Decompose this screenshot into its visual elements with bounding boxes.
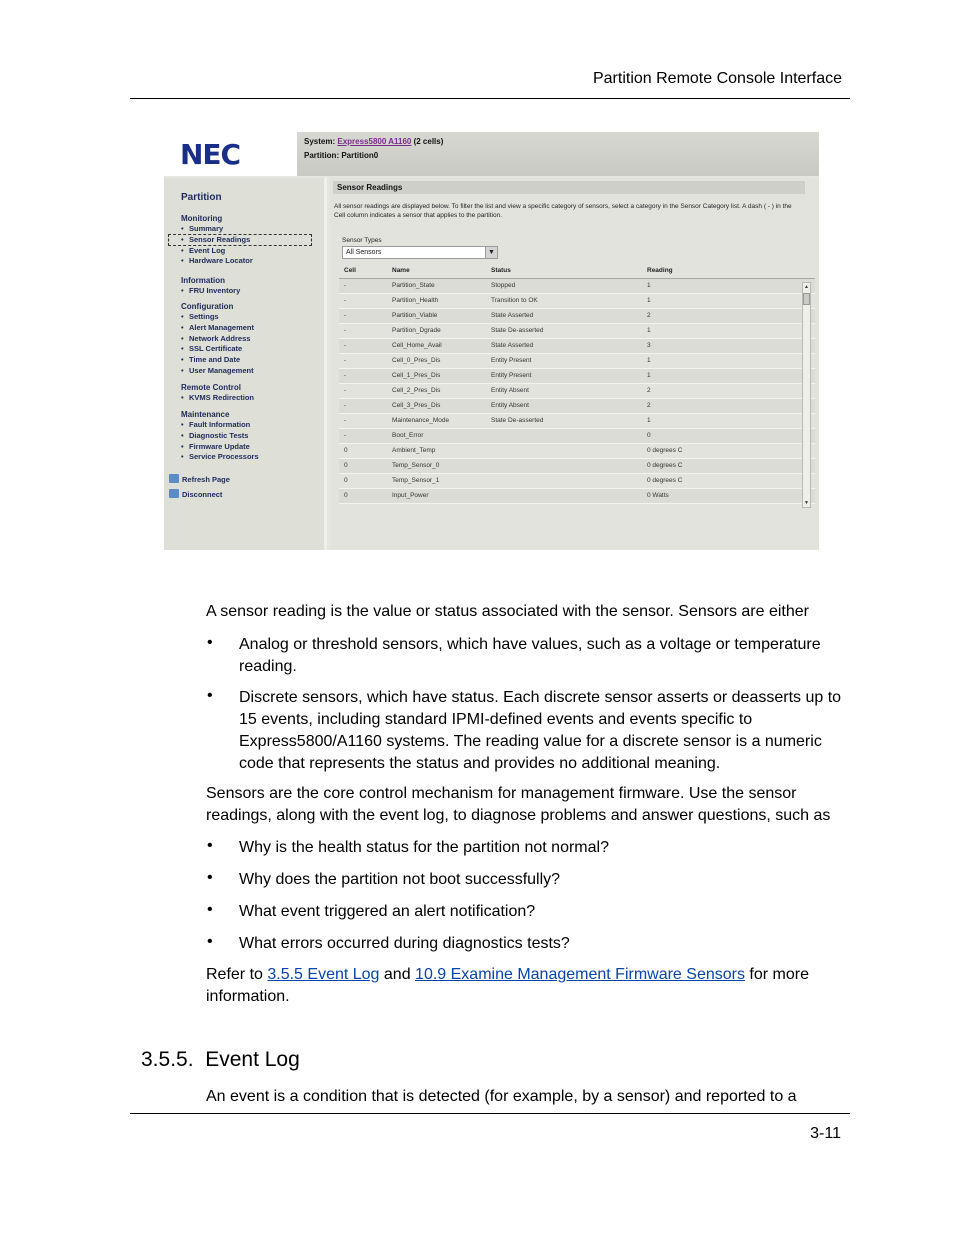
nav-item-label: Sensor Readings bbox=[189, 234, 251, 244]
refer-pre: Refer to bbox=[206, 966, 268, 983]
sensor-name: Input_Power bbox=[392, 492, 429, 499]
bullet-icon: • bbox=[181, 322, 184, 332]
nav-item-label: Fault Information bbox=[189, 420, 251, 429]
nav-item[interactable] bbox=[181, 452, 259, 462]
cell-value: - bbox=[344, 342, 347, 349]
table-row[interactable] bbox=[339, 339, 815, 354]
nav-item-label: Event Log bbox=[189, 245, 226, 255]
cell-value: - bbox=[344, 417, 347, 424]
cell-value: - bbox=[344, 357, 347, 364]
sensor-name: Temp_Sensor_0 bbox=[392, 462, 440, 469]
bullet-icon: • bbox=[181, 366, 184, 375]
question-2: Why does the partition not boot successfully? bbox=[239, 871, 561, 888]
question-1: Why is the health status for the partition not normal? bbox=[239, 839, 609, 856]
nav-item-label: Service Processors bbox=[189, 452, 259, 462]
bullet-icon: • bbox=[181, 234, 184, 244]
table-row[interactable] bbox=[339, 444, 815, 459]
nav-item[interactable] bbox=[181, 323, 254, 333]
nav-action-label: Disconnect bbox=[182, 490, 223, 499]
console-main bbox=[330, 178, 819, 550]
table-header bbox=[339, 267, 815, 279]
scroll-down-icon[interactable]: ▼ bbox=[804, 500, 809, 506]
table-row[interactable] bbox=[339, 369, 815, 384]
sensor-status: Entity Absent bbox=[491, 387, 529, 394]
sensor-types-label: Sensor Types bbox=[342, 237, 382, 244]
col-cell[interactable]: Cell bbox=[344, 267, 356, 274]
col-name[interactable]: Name bbox=[392, 267, 410, 274]
sensor-reading: 0 Watts bbox=[647, 492, 669, 499]
bullet-icon: • bbox=[207, 901, 213, 918]
sensor-status: Entity Absent bbox=[491, 402, 529, 409]
nav-item-label: Hardware Locator bbox=[189, 256, 253, 266]
page-number: 3-11 bbox=[810, 1125, 841, 1142]
disconnect-icon bbox=[169, 489, 179, 498]
sensor-types-select[interactable] bbox=[342, 246, 498, 259]
sensor-name: Partition_Health bbox=[392, 297, 439, 304]
nav-item[interactable] bbox=[181, 334, 250, 344]
sensor-reading: 0 degrees C bbox=[647, 447, 683, 454]
bullet-icon: • bbox=[207, 933, 213, 950]
cell-value: - bbox=[344, 432, 347, 439]
bullet-icon: • bbox=[181, 256, 184, 266]
sensor-reading: 0 degrees C bbox=[647, 477, 683, 484]
sensor-name: Boot_Error bbox=[392, 432, 424, 439]
cell-value: - bbox=[344, 282, 347, 289]
question-3: What event triggered an alert notification? bbox=[239, 903, 536, 920]
sensor-status: Entity Present bbox=[491, 357, 532, 364]
table-row[interactable] bbox=[339, 489, 815, 504]
bullet-icon: • bbox=[181, 355, 184, 365]
refer-paragraph bbox=[206, 964, 846, 1008]
sensor-status: State De-asserted bbox=[491, 417, 544, 424]
section-number: 3.5.5. bbox=[141, 1048, 194, 1071]
cell-value: 0 bbox=[344, 477, 348, 484]
table-row[interactable] bbox=[339, 324, 815, 339]
nav-group-label: Maintenance bbox=[181, 410, 230, 419]
table-row[interactable] bbox=[339, 474, 815, 489]
bullet-icon: • bbox=[181, 245, 184, 255]
nav-item-label: SSL Certificate bbox=[189, 344, 243, 354]
scroll-thumb[interactable] bbox=[803, 293, 810, 305]
paragraph-2: Sensors are the core control mechanism for management firmware. Use the sensor readings, along with the event log, to diagnose problems and answer questions, such as bbox=[206, 785, 831, 824]
cell-value: - bbox=[344, 387, 347, 394]
refer-post: for more information. bbox=[206, 966, 809, 1005]
cell-value: - bbox=[344, 372, 347, 379]
nav-title: Partition bbox=[181, 192, 222, 203]
nav-item[interactable] bbox=[181, 312, 219, 322]
sensor-name: Partition_Viable bbox=[392, 312, 438, 319]
partition-value: Partition0 bbox=[341, 151, 379, 160]
sensor-name: Temp_Sensor_1 bbox=[392, 477, 440, 484]
sensor-name: Maintenance_Mode bbox=[392, 417, 450, 424]
nav-item-label: User Management bbox=[189, 366, 254, 375]
sensor-reading: 1 bbox=[647, 357, 651, 364]
refer-mid: and bbox=[379, 966, 416, 983]
bullet-icon: • bbox=[181, 441, 184, 451]
nav-item[interactable] bbox=[181, 224, 223, 234]
nav-item[interactable] bbox=[181, 420, 250, 430]
sensor-status: State Asserted bbox=[491, 342, 534, 349]
system-suffix: (2 cells) bbox=[413, 137, 444, 146]
partition-line bbox=[304, 151, 378, 160]
nav-item-label: Summary bbox=[189, 224, 224, 233]
bullet-icon: • bbox=[181, 333, 184, 343]
sensor-reading: 1 bbox=[647, 297, 651, 304]
console-header bbox=[164, 132, 819, 176]
cell-value: - bbox=[344, 297, 347, 304]
nav-action-label: Refresh Page bbox=[182, 475, 230, 484]
sensor-status: Entity Present bbox=[491, 372, 532, 379]
bullet-icon: • bbox=[181, 286, 184, 295]
bullet-icon: • bbox=[207, 634, 213, 651]
nav-item-label: Time and Date bbox=[189, 355, 241, 365]
sensor-reading: 0 degrees C bbox=[647, 462, 683, 469]
table-row[interactable] bbox=[339, 429, 815, 444]
cell-value: 0 bbox=[344, 447, 348, 454]
panel-title: Sensor Readings bbox=[333, 181, 805, 194]
nav-item[interactable] bbox=[169, 235, 311, 245]
sensor-name: Cell_1_Pres_Dis bbox=[392, 372, 441, 379]
bullet-icon: • bbox=[181, 312, 184, 321]
sensor-reading: 3 bbox=[647, 342, 651, 349]
nav-group-label: Remote Control bbox=[181, 383, 241, 392]
sensor-name: Cell_0_Pres_Dis bbox=[392, 357, 441, 364]
nav-item[interactable] bbox=[181, 355, 240, 365]
console-sidebar bbox=[164, 178, 327, 550]
nav-item[interactable] bbox=[181, 442, 250, 452]
cell-value: 0 bbox=[344, 462, 348, 469]
nav-item[interactable] bbox=[181, 286, 240, 296]
nav-item-label: Network Address bbox=[189, 333, 251, 343]
sensor-status: State Asserted bbox=[491, 312, 534, 319]
scroll-up-icon[interactable]: ▲ bbox=[804, 284, 809, 290]
table-row[interactable] bbox=[339, 309, 815, 324]
bullet-icon: • bbox=[181, 393, 184, 402]
bullet-icon: • bbox=[207, 687, 213, 704]
sensor-name: Ambient_Temp bbox=[392, 447, 436, 454]
paragraph-1: A sensor reading is the value or status associated with the sensor. Sensors are either bbox=[206, 603, 809, 620]
header-rule bbox=[130, 98, 850, 99]
section-heading bbox=[141, 1048, 300, 1072]
nav-item[interactable] bbox=[181, 366, 254, 376]
cell-value: 0 bbox=[344, 492, 348, 499]
nav-item[interactable] bbox=[181, 246, 225, 256]
table-scrollbar[interactable] bbox=[802, 282, 811, 508]
sensor-name: Partition_State bbox=[392, 282, 435, 289]
section-title: Event Log bbox=[205, 1048, 300, 1071]
system-label: System: bbox=[304, 137, 336, 146]
nav-item[interactable] bbox=[181, 256, 253, 266]
sensor-reading: 1 bbox=[647, 327, 651, 334]
sensor-reading: 2 bbox=[647, 387, 651, 394]
sensor-reading: 1 bbox=[647, 282, 651, 289]
bullet-icon: • bbox=[207, 837, 213, 854]
nav-item[interactable] bbox=[181, 344, 242, 354]
nav-group-label: Monitoring bbox=[181, 214, 223, 223]
bullet-icon: • bbox=[181, 452, 184, 462]
sensor-name: Cell_3_Pres_Dis bbox=[392, 402, 441, 409]
sensor-status: Stopped bbox=[491, 282, 516, 289]
console-screenshot bbox=[164, 132, 819, 550]
bullet-icon: • bbox=[181, 344, 184, 354]
sensor-reading: 1 bbox=[647, 372, 651, 379]
refresh-page-link[interactable] bbox=[169, 474, 230, 484]
bullet-discrete: Discrete sensors, which have status. Each discrete sensor asserts or deasserts up to 15 events, including standard IPMI-defined events and events specific to Express5800/A1160 systems. The reading value for a discrete sensor is a numeric code that represents the status and provides no additional meaning. bbox=[239, 689, 842, 772]
sensor-name: Cell_2_Pres_Dis bbox=[392, 387, 441, 394]
nav-item-label: Settings bbox=[189, 312, 219, 321]
bullet-icon: • bbox=[181, 420, 184, 429]
sensor-reading: 1 bbox=[647, 417, 651, 424]
nec-logo: NEC bbox=[180, 138, 241, 171]
table-row[interactable] bbox=[339, 414, 815, 429]
panel-description: All sensor readings are displayed below. To filter the list and view a specific category of sensors, select a category in the Sensor Category list. A dash ( - ) in the Cell column indicates a sensor that applies to the partition. bbox=[334, 203, 792, 219]
sensor-status: State De-asserted bbox=[491, 327, 544, 334]
cell-value: - bbox=[344, 402, 347, 409]
table-row[interactable] bbox=[339, 294, 815, 309]
col-reading[interactable]: Reading bbox=[647, 267, 673, 274]
cell-value: - bbox=[344, 327, 347, 334]
nav-item-label: FRU Inventory bbox=[189, 286, 241, 295]
sensors-link[interactable]: 10.9 Examine Management Firmware Sensors bbox=[415, 966, 745, 983]
system-line bbox=[304, 137, 443, 146]
table-row[interactable] bbox=[339, 459, 815, 474]
table-row[interactable] bbox=[339, 354, 815, 369]
bullet-icon: • bbox=[181, 430, 184, 440]
sensor-name: Cell_Home_Avail bbox=[392, 342, 442, 349]
table-row[interactable] bbox=[339, 384, 815, 399]
footer-rule bbox=[130, 1113, 850, 1114]
chevron-down-icon[interactable]: ▼ bbox=[485, 247, 497, 258]
partition-label: Partition: bbox=[304, 151, 340, 160]
bullet-icon: • bbox=[207, 869, 213, 886]
nav-item[interactable] bbox=[181, 393, 254, 403]
nav-item[interactable] bbox=[181, 431, 248, 441]
sensor-status: Transition to OK bbox=[491, 297, 538, 304]
cell-value: - bbox=[344, 312, 347, 319]
sensor-reading: 2 bbox=[647, 312, 651, 319]
disconnect-link[interactable] bbox=[169, 489, 222, 499]
event-log-link[interactable]: 3.5.5 Event Log bbox=[267, 966, 380, 983]
system-link[interactable]: Express5800 A1160 bbox=[337, 137, 412, 146]
paragraph-3: An event is a condition that is detected (for example, by a sensor) and reported to a bbox=[206, 1088, 797, 1105]
question-4: What errors occurred during diagnostics tests? bbox=[239, 935, 570, 952]
sensor-reading: 2 bbox=[647, 402, 651, 409]
nav-group-label: Configuration bbox=[181, 302, 234, 311]
nav-item-label: Alert Management bbox=[189, 322, 255, 332]
table-row[interactable] bbox=[339, 279, 815, 294]
sensor-name: Partition_Dgrade bbox=[392, 327, 441, 334]
nav-item-label: Diagnostic Tests bbox=[189, 430, 249, 440]
bullet-analog: Analog or threshold sensors, which have values, such as a voltage or temperature reading. bbox=[239, 636, 821, 675]
col-status[interactable]: Status bbox=[491, 267, 511, 274]
bullet-icon: • bbox=[181, 224, 184, 233]
nav-item-label: Firmware Update bbox=[189, 441, 250, 451]
running-head: Partition Remote Console Interface bbox=[592, 70, 842, 87]
sensor-types-value: All Sensors bbox=[346, 249, 382, 256]
nav-group-label: Information bbox=[181, 276, 225, 285]
refresh-icon bbox=[169, 474, 179, 483]
sensor-table bbox=[339, 267, 815, 504]
sensor-reading: 0 bbox=[647, 432, 651, 439]
table-row[interactable] bbox=[339, 399, 815, 414]
nav-item-label: KVMS Redirection bbox=[189, 393, 255, 402]
